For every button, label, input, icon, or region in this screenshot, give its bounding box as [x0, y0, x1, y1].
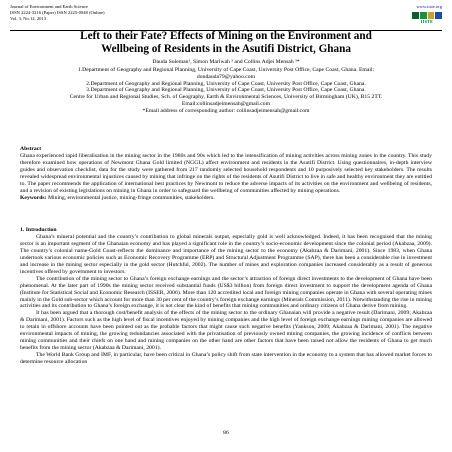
abstract-section — [20, 146, 432, 202]
abstract-heading: Abstract — [20, 146, 42, 152]
affiliation-4: Centre for Urban and Regional Studies, Sch. of Geography, Earth & Environmental Sciences, University of Birmingham (UK), B15 2TT. Email:collinsadjeimensah@gmail.com — [69, 94, 383, 107]
paper-title-line-2: Wellbeing of Residents in the Asutifi District, Ghana — [101, 43, 351, 55]
paper-authors: Dauda Suleman¹, Simon Mariwah ² and Collins Adjei Mensah ³* — [152, 59, 300, 65]
keywords-line — [20, 195, 432, 202]
journal-url-link[interactable]: www.iiste.org — [416, 4, 442, 9]
journal-issn: ISSN 2224-3216 (Paper) ISSN 2225-0948 (Online) — [10, 10, 105, 16]
affiliation-3: 3.Department of Geography and Regional Planning, University of Cape Coast, University Post Office, Cape Coast, Ghana. — [86, 87, 366, 94]
journal-info — [10, 4, 105, 22]
intro-paragraph-3: It has been argued that a thorough cost/benefit analysis of the effects of the mining sector to the ordinary Ghanaian will provide a negative result (Darimani, 2009; Akabzaa & Darimani, 2001). Factors such as the high level of fiscal incentives enjoyed by mining companies and the high level of foreign exchange earnings mining companies are allowed to retain in offshore accounts have been pointed out as the probable factors that might cause such negative benefits (Yankson, 2009; Akabzaa & Darimani, 2001). The negative environmental impacts of mining, the growing redundancies associated with the privatisation of previously owned mining companies, the growing incidence of conflicts between mining communities and their chiefs on one hand and mining companies on the other hand are other factors that have been raised not allow the residents of Ghana to get much benefits from the mining sector (Akabzaa & Darimani, 2001). — [20, 310, 432, 352]
affiliation-2: 2.Department of Geography and Regional Planning, University of Cape Coast, University Post Office, Cape Coast, Ghana. — [86, 80, 366, 87]
keywords-text: Mining, environmental justice, mining-fringe communities, stakeholders. — [46, 194, 215, 201]
introduction-section — [20, 227, 432, 366]
page-number: 86 — [223, 430, 229, 436]
paper-title-line-1: Left to their Fate? Effects of Mining on the Environment and — [80, 30, 372, 42]
intro-paragraph-1: Ghana’s mineral potential and the country’s contribution to global minerals output, especially gold is well acknowledged. Indeed, it has been recognised that the mining sector is an important segment of the Ghanaian economy and has played a significant role in the country’s socio-economic development since the colonial period (Akabzaa, 2009). The country’s colonial name-Gold Coast-reflects the dominance and importance of the mining sector to the economy (Akabzaa & Darimani, 2001). Since 1983, when Ghana undertook various economic policies such as Economic Recovery Programme (ERP) and Structural Adjustment Programme (SAP), there has been a considerable rise in investment and increase in the mining sector especially in the gold sector (Hutchful, 2002). The number of mines and exploration companies increased considerably as a result of generous incentives offered by government to investors. — [20, 233, 432, 275]
corresponding-author: *Email address of corresponding author: collinsadjeimensah@gmail.com — [142, 107, 310, 114]
intro-paragraph-4: The World Bank Group and IMF, in particular, have been critical in Ghana’s policy shift from state intervention in the economy to a system that has allowed market forces to determine resource allocation — [20, 352, 432, 366]
abstract-text: Ghana experienced rapid liberalisation in the mining sector in the 1980s and 90s which led to the intensification of mining activities across mining zones in the country. This study therefore examined how operations of Newmont Ghana Gold limited (NGGL) affect environment and residents in the Asutifi District. Using questionnaires, in-depth interview guides and observation checklist, data for the study were gathered from 217 randomly selected household respondents and 10 purposively selected key stakeholders. The results revealed widespread environmental injustices caused by mining that infringe on the rights of the residents of Asutifi District to live in safe and healthy environment they are entitled to. The paper recommends the application of international best practices by Newmont to reduce the adverse impacts of its activities on the environment and wellbeing of residents, and a revision of existing legislations on mining in Ghana in order to safeguard the wellbeing of communities affected by mining operations. — [20, 152, 432, 194]
introduction-heading: 1. Introduction — [20, 227, 57, 233]
author-affiliations — [50, 67, 402, 115]
paper-title — [10, 30, 442, 56]
iiste-logo-text: IISTE — [420, 19, 434, 24]
affiliation-1: 1.Department of Geography and Regional Planning, University of Cape Coast, University Post Office, Cape Coast, Ghana. Email: dondauda79@yahoo.com — [77, 67, 375, 80]
journal-volume: Vol. 3, No.12, 2013 — [10, 16, 47, 22]
keywords-label: Keywords: — [20, 194, 47, 201]
intro-paragraph-2: The contribution of the mining sector to Ghana’s foreign exchange earnings and the sector’s attraction of foreign direct investments to the development of Ghana have been phenomenal. At the later part of 1990s the mining sector received substantial funds (US$3 billion) from foreign direct investment to support the development agenda of Ghana (Institute for Statistical Social and Economic Research (ISSER, 2006). More than 120 accredited local and foreign mining companies operate in Ghana with several operating mines mainly in the Gold sub-sector which account for more than 30 per cent of the country’s foreign exchange earnings (Minerals Commission, 2011). Notwithstanding the rise in mining activities and its contribution to Ghana’s foreign exchange, it is not clear the kind of benefits that mining communities and ordinary citizens of Ghana derive from mining. — [20, 275, 432, 310]
journal-name: Journal of Environment and Earth Science — [10, 4, 88, 9]
iiste-logo — [412, 12, 442, 24]
